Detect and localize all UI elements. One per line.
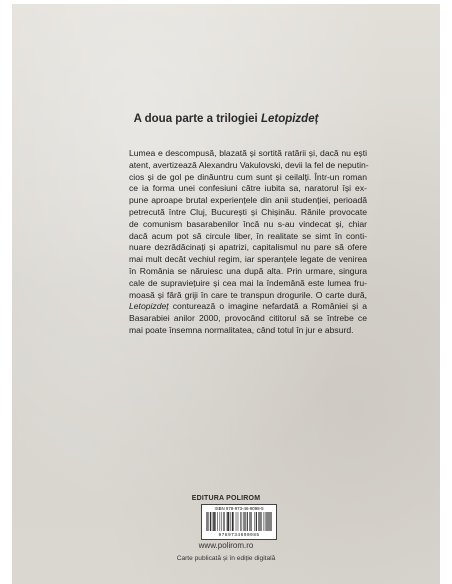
barcode-digits: 9789734690985 [218,533,260,538]
barcode-bar [230,512,231,531]
barcode-bar [271,512,272,531]
publisher-website: www.polirom.ro [198,541,254,550]
barcode-bar [260,512,261,531]
blurb-line: ce ia forma unei confesiuni către iubita sa, naratorul își ex- [129,183,367,194]
barcode-bar [214,512,215,531]
blurb-line: nuare dezrădăcinați și apatrizi, capitalismul nu pare să ofere [129,242,367,253]
barcode-bar [224,512,225,531]
barcode-bar [211,512,212,531]
barcode-bar [228,512,229,531]
barcode-bar [210,512,211,531]
cover-subtitle [12,113,440,125]
barcode-bar [244,512,245,531]
subtitle-book-title: Letopizdeț [260,113,319,125]
barcode-bar [247,512,248,531]
barcode-bar [229,512,230,531]
barcode-bar [223,512,224,531]
blurb-line: cale de supraviețuire și cea mai la îndemână este lumea fru- [129,277,367,288]
barcode-bar [206,512,207,531]
blurb-line: moasă și fără griji în care te transpun drogurile. O carte dură, [129,289,367,300]
blurb-line-with-title [129,301,367,313]
isbn-label: ISBN 978-973-46-9098-5 [214,506,264,511]
publisher-name: EDITURA POLIROM [191,495,261,502]
barcode-bar [255,512,256,531]
blurb-line: Lumea e descompusă, blazată și sortită ratării și, dacă nu ești [129,148,367,158]
digital-edition-note: Carte publicată și în ediție digitală [176,555,276,562]
barcode-bar [233,512,234,531]
isbn-barcode [201,504,277,540]
barcode-bar [269,512,270,531]
barcode-bar [268,512,269,531]
barcode-bar [215,512,216,531]
barcode-bar [217,512,218,531]
barcode-bar [238,512,239,531]
blurb-book-title: Letopizdeț [129,301,169,312]
barcode-bar [222,512,223,531]
blurb-line: cios și de gol pe dinăuntru cum sunt și ceilalți. Într-un roman [129,171,367,182]
barcode-bar [258,512,259,531]
barcode-bar [214,512,215,531]
barcode-bar [249,512,250,531]
blurb-line: petrecută între Cluj, București și Chișinău. Rănile provocate [129,206,367,217]
barcode-bar [207,512,208,531]
barcode-bar [232,512,233,531]
blurb-line: Basarabiei anilor 2000, provocând cititorul să se întrebe ce [129,313,367,324]
barcode-bar [256,512,257,531]
barcode-bar [245,512,246,531]
barcode-bar [247,512,248,531]
barcode-bar [266,512,267,531]
subtitle-prefix: A doua parte a trilogiei [133,113,261,125]
barcode-bar [213,512,214,531]
barcode-bar [265,512,266,531]
barcode-bar [244,512,245,531]
barcode-bar [250,512,251,531]
blurb-line: mai poate însemna normalitatea, când totul în jur e absurd. [129,324,354,335]
barcode-bar [251,512,252,531]
barcode-bar [259,512,260,531]
blurb-text [129,148,367,337]
barcode-bar [240,512,241,531]
barcode-bars [206,512,272,531]
barcode-bar [256,512,257,531]
blurb-line: atent, avertizează Alexandru Vakulovski, devii la fel de neputin- [129,159,369,170]
barcode-bar [212,512,213,531]
barcode-bar [242,512,243,531]
blurb-line: mai mult decât vechiul regim, iar speranțele legate de venirea [129,254,367,265]
barcode-bar [264,512,265,531]
barcode-bar [227,512,228,531]
barcode-bar [236,512,237,531]
barcode-bar [261,512,262,531]
barcode-bar [267,512,268,531]
blurb-line: de comunism basarabenilor încă nu s-au vindecat și, chiar [129,218,367,229]
barcode-bar [208,512,209,531]
blurb-line: dacă acum pot să circule liber, în realitate se simt în conti- [129,230,367,241]
barcode-bar [270,512,271,531]
blurb-line: în România se năruiesc una după alta. Prin urmare, singura [129,265,367,276]
barcode-bar [220,512,221,531]
barcode-bar [233,512,234,531]
blurb-line: pune aproape brutal experiențele din anii studenției, perioadă [129,195,367,206]
blurb-line-continuation: conturează o imagine nefardată a României și a [168,301,367,312]
back-cover [12,4,440,584]
barcode-bar [227,512,228,531]
